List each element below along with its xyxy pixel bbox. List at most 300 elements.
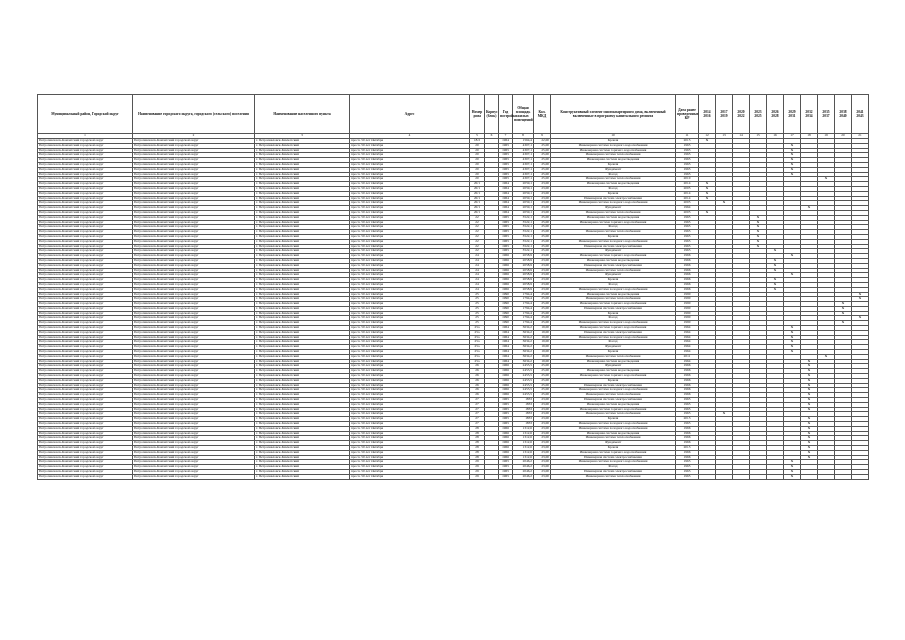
cell-district: Петропавловск-Камчатский городской округ [38,330,133,335]
cell-area: 1794,4 [513,311,534,316]
cell-locality: г. Петропавловск-Камчатский [255,359,350,364]
cell-element: Инженерная система холодного водоснабжения [551,201,676,206]
cell-area: 2059,1 [513,186,534,191]
cell-house-number: 28 [470,426,485,431]
period-cell: X [835,311,852,316]
period-cell: X [750,239,767,244]
cell-area: 2453,5 [513,388,534,393]
cell-year-built: 1966 [499,441,513,446]
cell-element: Инженерная система теплоснабжения [551,230,676,235]
cell-locality: г. Петропавловск-Камчатский [255,469,350,474]
cell-count: 23,00 [534,268,551,273]
cell-settlement: Петропавловск-Камчатский городской округ [133,225,255,230]
column-header: 2032 2034 [801,95,818,134]
cell-district: Петропавловск-Камчатский городской округ [38,441,133,446]
cell-locality: г. Петропавловск-Камчатский [255,249,350,254]
cell-prev-repair: 2013 [676,417,699,422]
cell-settlement: Петропавловск-Камчатский городской округ [133,186,255,191]
cell-count: 25,00 [534,230,551,235]
cell-district: Петропавловск-Камчатский городской округ [38,282,133,287]
cell-prev-repair: 1966 [676,426,699,431]
cell-element: Инженерная система холодного водоснабжения [551,321,676,326]
cell-prev-repair: 1966 [676,364,699,369]
cell-count: 19,00 [534,340,551,345]
cell-locality: г. Петропавловск-Камчатский [255,465,350,470]
cell-street: просп. 50 лет Октября [350,383,470,388]
period-cell: X [852,316,869,321]
cell-district: Петропавловск-Камчатский городской округ [38,230,133,235]
cell-district: Петропавловск-Камчатский городской округ [38,436,133,441]
cell-settlement: Петропавловск-Камчатский городской округ [133,436,255,441]
cell-house-number: 26 [470,374,485,379]
cell-settlement: Петропавловск-Камчатский городской округ [133,465,255,470]
cell-settlement: Петропавловск-Камчатский городской округ [133,215,255,220]
cell-locality: г. Петропавловск-Камчатский [255,431,350,436]
cell-district: Петропавловск-Камчатский городской округ [38,345,133,350]
cell-year-built: 1965 [499,422,513,427]
cell-count: 25,00 [534,302,551,307]
cell-house-number: 25 [470,292,485,297]
cell-street: просп. 50 лет Октября [350,340,470,345]
cell-year-built: 1966 [499,436,513,441]
cell-element: Фасад [551,172,676,177]
cell-count: 25,00 [534,177,551,182]
cell-prev-repair: 1966 [676,254,699,259]
period-cell: X [801,446,818,451]
period-cell [750,474,767,479]
cell-house-number: 22 [470,220,485,225]
cell-year-built: 1966 [499,263,513,268]
cell-street: просп. 50 лет Октября [350,167,470,172]
cell-count: 23,00 [534,182,551,187]
cell-element: Инженерная система электроснабжения [551,455,676,460]
cell-year-built: 1964 [499,182,513,187]
cell-street: просп. 50 лет Октября [350,254,470,259]
cell-street: просп. 50 лет Октября [350,234,470,239]
cell-count: 23,00 [534,398,551,403]
cell-year-built: 1965 [499,398,513,403]
cell-prev-repair: 1966 [676,455,699,460]
cell-house-number: 26 [470,383,485,388]
cell-district: Петропавловск-Камчатский городской округ [38,215,133,220]
cell-settlement: Петропавловск-Камчатский городской округ [133,139,255,144]
cell-area: 3634,2 [513,354,534,359]
cell-locality: г. Петропавловск-Камчатский [255,186,350,191]
period-cell: X [784,172,801,177]
cell-house-number: 25а [470,359,485,364]
cell-locality: г. Петропавловск-Камчатский [255,316,350,321]
period-cell: X [852,297,869,302]
cell-prev-repair: 1966 [676,282,699,287]
cell-district: Петропавловск-Камчатский городской округ [38,201,133,206]
cell-area: 1312,6 [513,450,534,455]
cell-element: Кровля [551,350,676,355]
cell-area: 2453,5 [513,393,534,398]
cell-street: просп. 50 лет Октября [350,441,470,446]
cell-count: 23,00 [534,441,551,446]
cell-street: просп. 50 лет Октября [350,393,470,398]
cell-settlement: Петропавловск-Камчатский городской округ [133,316,255,321]
cell-locality: г. Петропавловск-Камчатский [255,302,350,307]
column-header: 2029 2031 [784,95,801,134]
cell-prev-repair: 1965 [676,249,699,254]
cell-locality: г. Петропавловск-Камчатский [255,230,350,235]
column-number: 8 [513,134,534,139]
cell-area: 2046,2 [513,465,534,470]
cell-locality: г. Петропавловск-Камчатский [255,364,350,369]
cell-prev-repair: 1965 [676,172,699,177]
cell-settlement: Петропавловск-Камчатский городской округ [133,244,255,249]
period-cell: X [767,249,784,254]
cell-district: Петропавловск-Камчатский городской округ [38,354,133,359]
cell-locality: г. Петропавловск-Камчатский [255,340,350,345]
cell-house-number: 29 [470,460,485,465]
cell-settlement: Петропавловск-Камчатский городской округ [133,282,255,287]
period-cell: X [767,258,784,263]
cell-street: просп. 50 лет Октября [350,450,470,455]
cell-settlement: Петропавловск-Камчатский городской округ [133,335,255,340]
cell-locality: г. Петропавловск-Камчатский [255,172,350,177]
cell-year-built: 1965 [499,167,513,172]
period-cell: X [784,465,801,470]
cell-count: 25,00 [534,234,551,239]
cell-count: 23,00 [534,254,551,259]
cell-count: 25,00 [534,172,551,177]
cell-locality: г. Петропавловск-Камчатский [255,201,350,206]
cell-count: 25,00 [534,383,551,388]
column-number: 13 [716,134,733,139]
cell-district: Петропавловск-Камчатский городской округ [38,364,133,369]
cell-area: 2059,1 [513,201,534,206]
cell-district: Петропавловск-Камчатский городской округ [38,340,133,345]
cell-house-number: 22 [470,244,485,249]
cell-locality: г. Петропавловск-Камчатский [255,191,350,196]
cell-count: 25,00 [534,364,551,369]
cell-house-number: 25 [470,316,485,321]
cell-prev-repair: 2005 [676,201,699,206]
column-number: 6 [485,134,499,139]
cell-settlement: Петропавловск-Камчатский городской округ [133,196,255,201]
cell-area: 3634,2 [513,330,534,335]
cell-street: просп. 50 лет Октября [350,345,470,350]
cell-count: 25,00 [534,167,551,172]
cell-year-built: 1965 [499,407,513,412]
cell-house-number: 20 [470,148,485,153]
period-cell: X [835,321,852,326]
cell-year-built: 1964 [499,350,513,355]
cell-house-number: 25а [470,330,485,335]
cell-prev-repair: 2013 [676,446,699,451]
cell-year-built: 1966 [499,383,513,388]
period-cell: X [801,388,818,393]
cell-prev-repair: 1965 [676,465,699,470]
period-cell: X [767,278,784,283]
cell-year-built: 1966 [499,431,513,436]
cell-locality: г. Петропавловск-Камчатский [255,460,350,465]
cell-street: просп. 50 лет Октября [350,407,470,412]
cell-element: Кровля [551,139,676,144]
cell-element: Инженерная система горячего водоснабжения [551,326,676,331]
cell-district: Петропавловск-Камчатский городской округ [38,450,133,455]
cell-district: Петропавловск-Камчатский городской округ [38,182,133,187]
cell-street: просп. 50 лет Октября [350,196,470,201]
cell-element: Кровля [551,191,676,196]
period-cell: X [801,426,818,431]
cell-settlement: Петропавловск-Камчатский городской округ [133,148,255,153]
cell-area: 3634,2 [513,340,534,345]
cell-count: 25,00 [534,297,551,302]
cell-house-number: 25 [470,302,485,307]
cell-count: 19,00 [534,335,551,340]
cell-prev-repair: 1966 [676,273,699,278]
cell-area: 2058,9 [513,268,534,273]
cell-house-number: 28 [470,441,485,446]
cell-element: Инженерная система горячего водоснабжения [551,254,676,259]
cell-year-built: 1990 [499,321,513,326]
period-cell: X [767,268,784,273]
period-cell: X [801,417,818,422]
cell-year-built: 1990 [499,292,513,297]
cell-count: 25,00 [534,292,551,297]
cell-settlement: Петропавловск-Камчатский городской округ [133,417,255,422]
cell-settlement: Петропавловск-Камчатский городской округ [133,354,255,359]
cell-locality: г. Петропавловск-Камчатский [255,436,350,441]
cell-street: просп. 50 лет Октября [350,311,470,316]
cell-element: Инженерная система холодного водоснабжения [551,426,676,431]
cell-area: 3522,1 [513,244,534,249]
cell-element: Инженерная система электроснабжения [551,306,676,311]
cell-house-number: 26 [470,378,485,383]
cell-element: Кровля [551,162,676,167]
cell-element: Фасад [551,225,676,230]
cell-locality: г. Петропавловск-Камчатский [255,345,350,350]
cell-locality: г. Петропавловск-Камчатский [255,350,350,355]
cell-settlement: Петропавловск-Камчатский городской округ [133,263,255,268]
period-cell: X [801,407,818,412]
cell-street: просп. 50 лет Октября [350,287,470,292]
period-cell: X [801,436,818,441]
cell-street: просп. 50 лет Октября [350,186,470,191]
cell-year-built: 1964 [499,326,513,331]
period-cell: X [801,455,818,460]
cell-settlement: Петропавловск-Камчатский городской округ [133,162,255,167]
period-cell [852,474,869,479]
cell-district: Петропавловск-Камчатский городской округ [38,378,133,383]
cell-element: Инженерная система горячего водоснабжения [551,407,676,412]
period-cell: X [801,422,818,427]
cell-element: Инженерная система водоотведения [551,431,676,436]
period-cell: X [801,378,818,383]
cell-prev-repair: 1990 [676,302,699,307]
cell-settlement: Петропавловск-Камчатский городской округ [133,446,255,451]
cell-area: 1833 [513,412,534,417]
cell-count: 23,00 [534,263,551,268]
cell-element: Инженерная система электроснабжения [551,383,676,388]
cell-street: просп. 50 лет Октября [350,306,470,311]
column-header: Муниципальный район, Городской округ [38,95,133,134]
cell-district: Петропавловск-Камчатский городской округ [38,297,133,302]
cell-element: Фасад [551,282,676,287]
cell-house-number: 20/1 [470,206,485,211]
cell-settlement: Петропавловск-Камчатский городской округ [133,326,255,331]
cell-area: 3522,1 [513,225,534,230]
cell-element: Инженерная система водоотведения [551,182,676,187]
cell-locality: г. Петропавловск-Камчатский [255,474,350,479]
cell-house-number: 29 [470,465,485,470]
cell-element: Фундамент [551,249,676,254]
cell-street: просп. 50 лет Октября [350,172,470,177]
cell-count: 22,00 [534,139,551,144]
cell-district: Петропавловск-Камчатский городской округ [38,402,133,407]
cell-element: Фундамент [551,167,676,172]
cell-count: 23,00 [534,196,551,201]
cell-element: Инженерная система водоотведения [551,402,676,407]
cell-house-number: 27 [470,417,485,422]
cell-area: 4307,1 [513,172,534,177]
cell-element: Кровля [551,446,676,451]
cell-district: Петропавловск-Камчатский городской округ [38,474,133,479]
cell-house-number: 25 [470,311,485,316]
cell-street: просп. 50 лет Октября [350,417,470,422]
period-cell: X [716,201,733,206]
cell-street: просп. 50 лет Октября [350,426,470,431]
cell-locality: г. Петропавловск-Камчатский [255,450,350,455]
cell-locality: г. Петропавловск-Камчатский [255,374,350,379]
period-cell: X [801,206,818,211]
cell-count: 23,00 [534,191,551,196]
cell-prev-repair: 2014 [676,196,699,201]
cell-settlement: Петропавловск-Камчатский городской округ [133,441,255,446]
cell-element: Инженерная система водоотведения [551,292,676,297]
cell-area: 3634,2 [513,345,534,350]
cell-house-number: 22 [470,215,485,220]
cell-year-built: 1965 [499,162,513,167]
cell-prev-repair: 1965 [676,402,699,407]
cell-count: 25,00 [534,316,551,321]
cell-count: 25,00 [534,148,551,153]
cell-prev-repair: 2010 [676,177,699,182]
period-cell: X [801,374,818,379]
cell-year-built: 1966 [499,393,513,398]
cell-prev-repair: 1966 [676,374,699,379]
cell-count: 23,00 [534,273,551,278]
cell-locality: г. Петропавловск-Камчатский [255,292,350,297]
column-number: 2 [133,134,255,139]
cell-district: Петропавловск-Камчатский городской округ [38,335,133,340]
cell-element: Инженерная система водоотведения [551,258,676,263]
cell-settlement: Петропавловск-Камчатский городской округ [133,359,255,364]
cell-street: просп. 50 лет Октября [350,316,470,321]
cell-area: 1312,6 [513,426,534,431]
cell-house-number: 27 [470,398,485,403]
cell-count: 23,00 [534,417,551,422]
cell-street: просп. 50 лет Октября [350,446,470,451]
cell-district: Петропавловск-Камчатский городской округ [38,398,133,403]
column-number: 18 [801,134,818,139]
period-cell: X [784,335,801,340]
cell-year-built: 1965 [499,460,513,465]
cell-street: просп. 50 лет Октября [350,378,470,383]
cell-count: 25,00 [534,306,551,311]
cell-street: просп. 50 лет Октября [350,302,470,307]
cell-street: просп. 50 лет Октября [350,249,470,254]
period-cell: X [784,143,801,148]
cell-settlement: Петропавловск-Камчатский городской округ [133,249,255,254]
column-number: 1 [38,134,133,139]
cell-year-built: 1965 [499,220,513,225]
cell-prev-repair: 1990 [676,316,699,321]
cell-year-built: 1965 [499,249,513,254]
column-number: 16 [767,134,784,139]
period-cell: X [818,177,835,182]
period-cell: X [750,220,767,225]
cell-year-built: 1964 [499,206,513,211]
cell-settlement: Петропавловск-Камчатский городской округ [133,321,255,326]
cell-house-number: 22 [470,230,485,235]
cell-year-built: 1965 [499,148,513,153]
cell-count: 23,00 [534,422,551,427]
cell-prev-repair: 1966 [676,388,699,393]
cell-district: Петропавловск-Камчатский городской округ [38,359,133,364]
column-header: Номер дома [470,95,485,134]
column-header: 2038 2040 [835,95,852,134]
cell-district: Петропавловск-Камчатский городской округ [38,162,133,167]
cell-element: Инженерная система электроснабжения [551,330,676,335]
cell-locality: г. Петропавловск-Камчатский [255,273,350,278]
cell-house-number: 18/2 [470,139,485,144]
cell-area: 3522,1 [513,249,534,254]
cell-settlement: Петропавловск-Камчатский городской округ [133,258,255,263]
cell-settlement: Петропавловск-Камчатский городской округ [133,426,255,431]
cell-element: Инженерная система горячего водоснабжения [551,450,676,455]
cell-area: 2058,9 [513,254,534,259]
cell-settlement: Петропавловск-Камчатский городской округ [133,143,255,148]
cell-district: Петропавловск-Камчатский городской округ [38,196,133,201]
cell-street: просп. 50 лет Октября [350,225,470,230]
cell-year-built: 1966 [499,455,513,460]
cell-street: просп. 50 лет Октября [350,268,470,273]
cell-locality: г. Петропавловск-Камчатский [255,196,350,201]
cell-house-number: 20 [470,167,485,172]
cell-year-built: 1966 [499,369,513,374]
cell-locality: г. Петропавловск-Камчатский [255,297,350,302]
cell-locality: г. Петропавловск-Камчатский [255,244,350,249]
cell-year-built: 1965 [499,215,513,220]
cell-element: Инженерная система теплоснабжения [551,412,676,417]
cell-area: 2059,1 [513,196,534,201]
period-cell: X [767,263,784,268]
cell-street: просп. 50 лет Октября [350,263,470,268]
period-cell: X [784,330,801,335]
cell-street: просп. 50 лет Октября [350,388,470,393]
column-header: Наименование населенного пункта [255,95,350,134]
cell-element: Инженерная система холодного водоснабжения [551,422,676,427]
cell-district: Петропавловск-Камчатский городской округ [38,254,133,259]
cell-element: Инженерная система горячего водоснабжения [551,302,676,307]
cell-count: 25,00 [534,220,551,225]
cell-settlement: Петропавловск-Камчатский городской округ [133,234,255,239]
cell-street: просп. 50 лет Октября [350,162,470,167]
cell-area: 1564,4 [513,139,534,144]
cell-district: Петропавловск-Камчатский городской округ [38,263,133,268]
cell-year-built: 1966 [499,446,513,451]
cell-locality: г. Петропавловск-Камчатский [255,148,350,153]
cell-house-number: 24 [470,273,485,278]
cell-element: Инженерная система теплоснабжения [551,393,676,398]
cell-element: Инженерная система теплоснабжения [551,436,676,441]
cell-street: просп. 50 лет Октября [350,182,470,187]
cell-area: 3522,1 [513,234,534,239]
